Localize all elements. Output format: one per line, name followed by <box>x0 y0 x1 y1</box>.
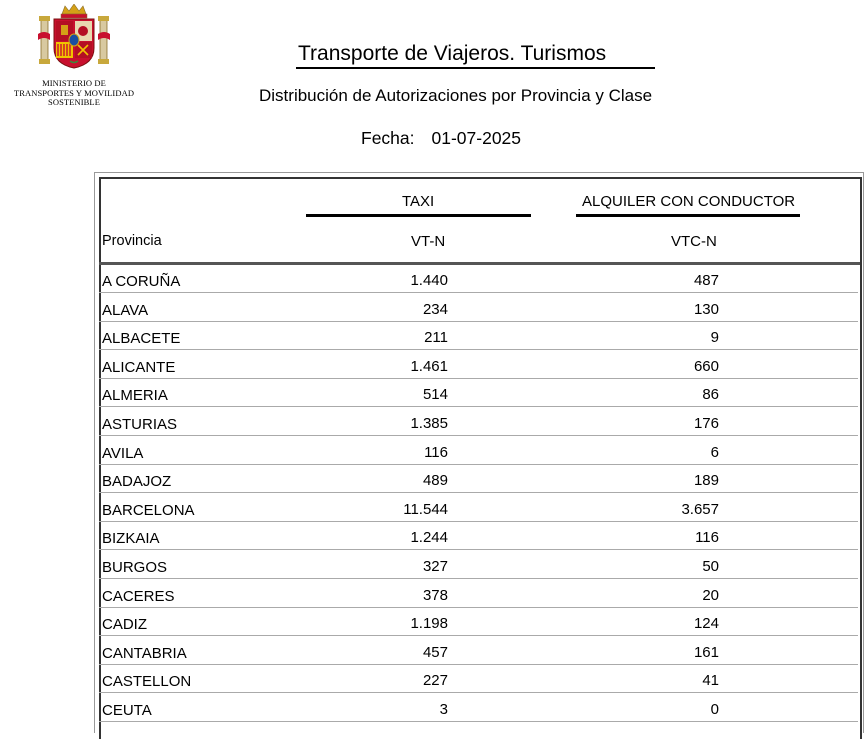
table-row <box>99 351 858 379</box>
provincia-cell: CASTELLON <box>102 673 192 691</box>
page-title: Transporte de Viajeros. Turismos <box>298 42 607 65</box>
page-subtitle: Distribución de Autorizaciones por Provincia y Clase <box>259 86 653 105</box>
vtc-count-cell: 124 <box>693 615 719 633</box>
provincia-cell: ALBACETE <box>102 330 181 348</box>
taxi-count-cell: 489 <box>422 472 448 490</box>
provincia-cell: AVILA <box>102 444 144 462</box>
taxi-count-cell: 378 <box>422 586 448 604</box>
vtc-count-cell: 41 <box>702 672 719 690</box>
taxi-count-cell: 1.440 <box>410 272 448 289</box>
table-row <box>99 694 858 722</box>
vtc-count-cell: 176 <box>693 415 719 432</box>
provincia-cell: BIZKAIA <box>102 530 160 548</box>
taxi-count-cell: 1.198 <box>410 615 448 633</box>
taxi-count-cell: 211 <box>424 329 448 347</box>
table-row <box>99 522 858 550</box>
provincia-cell: CADIZ <box>102 616 147 634</box>
vtc-count-cell: 189 <box>693 472 719 490</box>
provincia-cell: ALAVA <box>102 301 149 319</box>
taxi-group-header: TAXI <box>402 193 435 210</box>
taxi-count-cell: 1.244 <box>410 529 448 547</box>
vtc-count-cell: 20 <box>702 586 719 604</box>
taxi-count-cell: 1.385 <box>410 415 448 432</box>
taxi-count-cell: 11.544 <box>403 500 448 518</box>
table-row <box>99 265 858 293</box>
vtc-group-rule <box>576 214 800 217</box>
vtc-count-cell: 9 <box>710 329 719 347</box>
table-row <box>99 580 858 608</box>
table-row <box>99 637 858 665</box>
taxi-count-cell: 3 <box>439 701 448 718</box>
vtc-count-cell: 487 <box>693 272 719 289</box>
provincia-cell: ALMERIA <box>102 387 168 405</box>
report-date <box>361 128 521 149</box>
taxi-count-cell: 457 <box>422 643 448 661</box>
taxi-count-cell: 234 <box>422 300 448 318</box>
provincia-cell: BURGOS <box>102 559 168 576</box>
vtc-count-cell: 6 <box>710 443 719 461</box>
provincia-cell: ASTURIAS <box>102 416 178 433</box>
ministry-name <box>0 79 148 108</box>
table-row <box>99 551 858 579</box>
table-row <box>99 294 858 322</box>
taxi-count-cell: 116 <box>424 443 448 461</box>
title-underline <box>296 67 655 69</box>
table-row <box>99 437 858 465</box>
vtc-count-cell: 0 <box>710 701 719 718</box>
vtc-count-cell: 116 <box>695 529 719 547</box>
provincia-cell: CEUTA <box>102 702 152 719</box>
vtc-count-cell: 50 <box>702 558 719 575</box>
ministry-line-3: SOSTENIBLE <box>48 97 100 107</box>
province-column-header: Provincia <box>102 233 162 249</box>
date-label: Fecha: <box>361 128 415 148</box>
taxi-count-cell: 514 <box>422 386 448 404</box>
table-row <box>99 608 858 636</box>
table-row <box>99 379 858 407</box>
vtc-count-cell: 3.657 <box>681 500 719 518</box>
vtc-count-cell: 86 <box>702 386 719 404</box>
taxi-class-header: VT-N <box>411 233 446 250</box>
vtc-count-cell: 161 <box>693 643 719 661</box>
taxi-count-cell: 327 <box>422 558 448 575</box>
table-row <box>99 465 858 493</box>
taxi-count-cell: 1.461 <box>410 357 448 375</box>
table-row <box>99 665 858 693</box>
provincia-cell: CACERES <box>102 587 175 605</box>
taxi-count-cell: 227 <box>422 672 448 690</box>
vtc-count-cell: 130 <box>693 300 719 318</box>
provincia-cell: BADAJOZ <box>102 473 172 491</box>
table-row <box>99 322 858 350</box>
coat-of-arms-logo <box>38 4 110 70</box>
taxi-group-rule <box>306 214 531 217</box>
date-value: 01-07-2025 <box>431 128 522 148</box>
vtc-count-cell: 660 <box>693 357 719 375</box>
provincia-cell: ALICANTE <box>102 358 176 376</box>
provincia-cell: CANTABRIA <box>102 644 187 662</box>
vtc-group-header: ALQUILER CON CONDUCTOR <box>582 193 796 210</box>
ministry-line-1: MINISTERIO DE <box>42 78 106 88</box>
ministry-line-2: TRANSPORTES Y MOVILIDAD <box>13 87 135 98</box>
provincia-cell: A CORUÑA <box>102 273 181 290</box>
provincia-cell: BARCELONA <box>102 501 195 519</box>
vtc-class-header: VTC-N <box>671 233 717 250</box>
table-row <box>99 494 858 522</box>
table-row <box>99 408 858 436</box>
